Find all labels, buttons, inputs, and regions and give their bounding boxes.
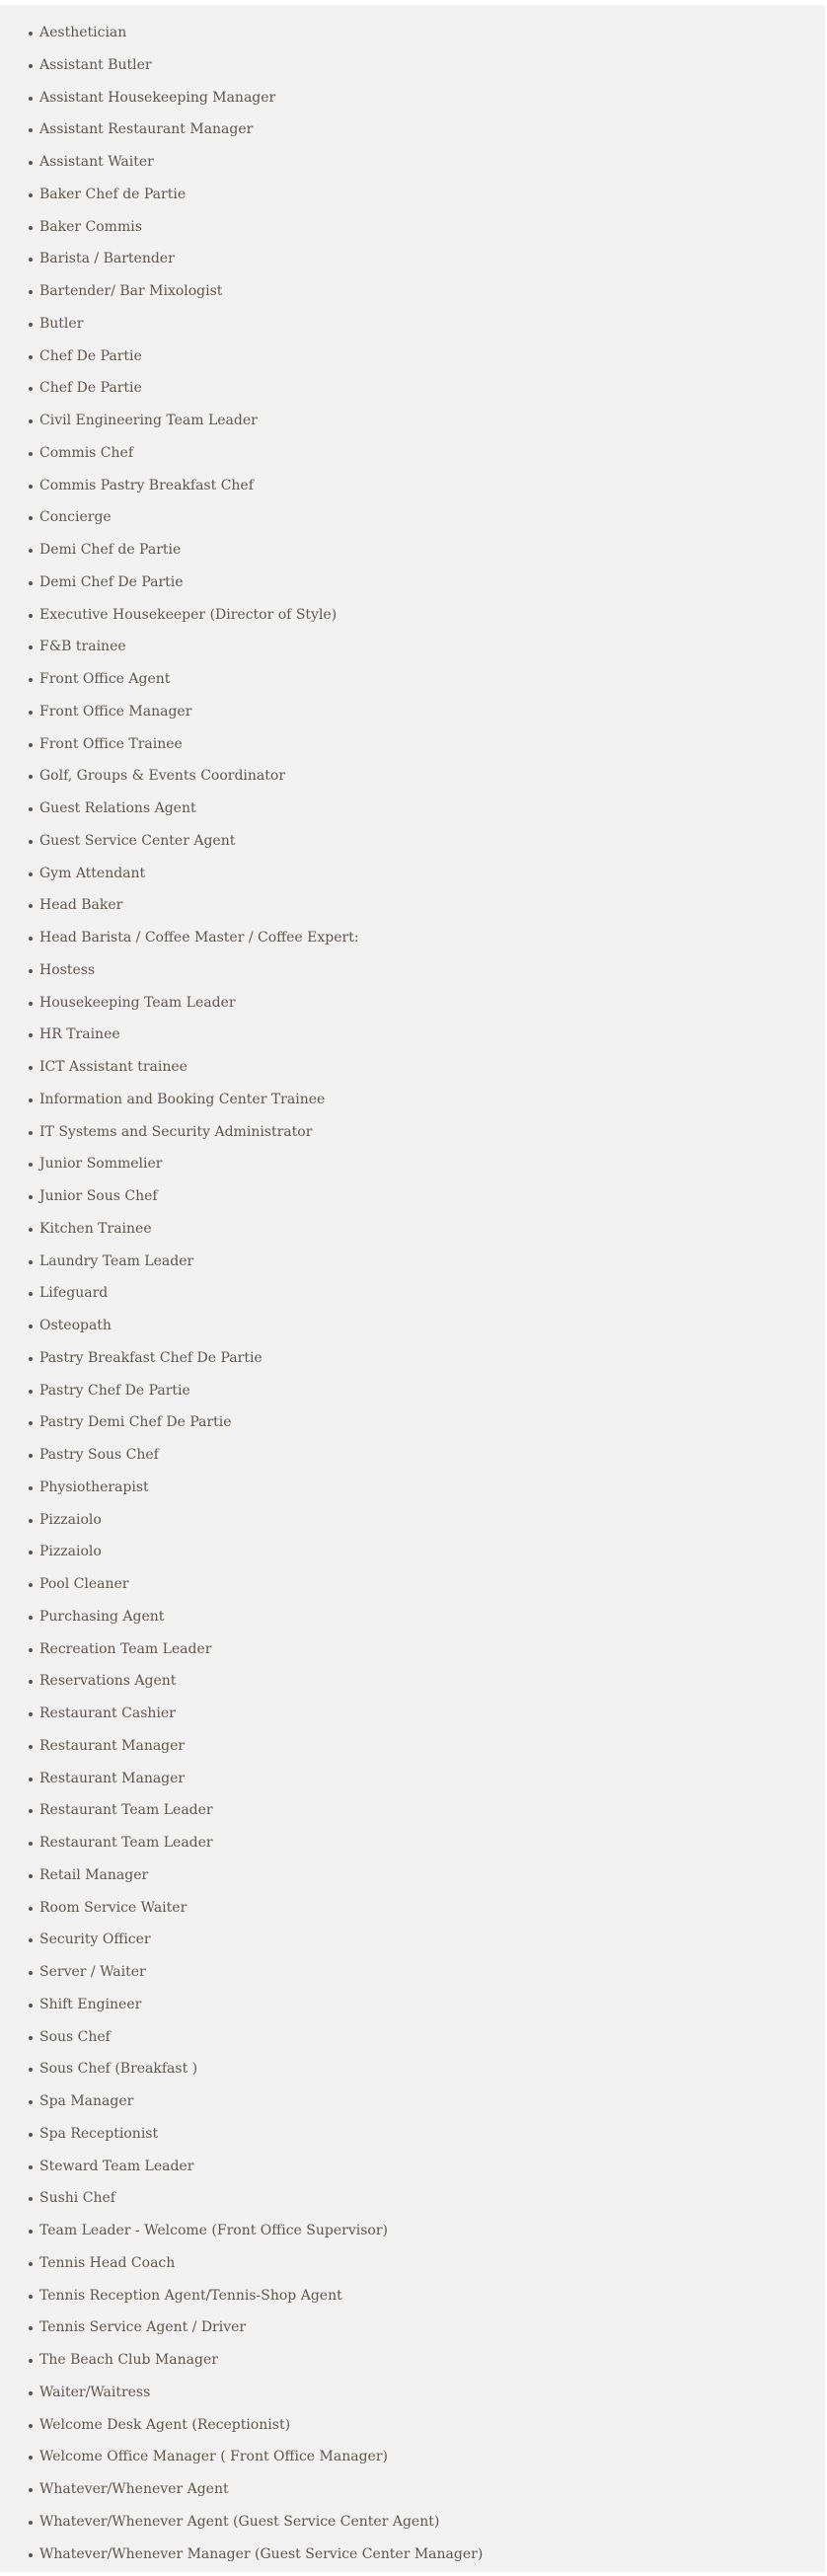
job-list-item[interactable]: [0, 1763, 825, 1795]
job-list-item[interactable]: [0, 1665, 825, 1698]
job-list-item[interactable]: [0, 1504, 825, 1537]
job-list-item[interactable]: [0, 922, 825, 954]
job-list-item[interactable]: [0, 1601, 825, 1633]
job-title[interactable]: Butler: [39, 315, 84, 332]
job-title[interactable]: Civil Engineering Team Leader: [39, 413, 258, 428]
bullet-icon: [29, 64, 33, 68]
bullet-icon: [29, 258, 33, 262]
job-title[interactable]: Guest Relations Agent: [39, 800, 196, 816]
bullet-icon: [29, 2230, 33, 2234]
bullet-icon: [29, 1421, 33, 1425]
bullet-icon: [29, 937, 33, 941]
bullet-icon: [29, 2521, 33, 2525]
job-list-item[interactable]: [0, 567, 825, 599]
job-title[interactable]: Junior Sommelier: [39, 1156, 163, 1173]
job-title[interactable]: Assistant Housekeeping Manager: [39, 89, 276, 106]
job-title[interactable]: Welcome Office Manager ( Front Office Manager): [39, 2449, 388, 2465]
bullet-icon: [29, 32, 33, 36]
job-title[interactable]: Restaurant Manager: [39, 1737, 186, 1754]
job-list-item[interactable]: [0, 2377, 825, 2409]
bullet-icon: [29, 614, 33, 618]
job-list-item[interactable]: [0, 1892, 825, 1925]
job-list-item[interactable]: [0, 2280, 825, 2312]
bullet-icon: [29, 355, 33, 359]
bullet-icon: [29, 1874, 33, 1878]
bullet-icon: [29, 1195, 33, 1199]
bullet-icon: [29, 1809, 33, 1813]
bullet-icon: [29, 581, 33, 585]
job-title[interactable]: Team Leader - Welcome (Front Office Supervisor): [39, 2223, 388, 2238]
job-list-item[interactable]: [0, 243, 825, 275]
job-title[interactable]: Sushi Chef: [39, 2190, 115, 2207]
job-title[interactable]: Aesthetician: [39, 25, 127, 40]
job-title[interactable]: Junior Sous Chef: [39, 1188, 158, 1204]
job-title[interactable]: Baker Chef de Partie: [39, 186, 187, 202]
bullet-icon: [29, 645, 33, 649]
job-list-item[interactable]: [0, 341, 825, 373]
job-list-item[interactable]: [0, 2311, 825, 2344]
job-title[interactable]: Pool Cleaner: [39, 1576, 129, 1592]
job-title[interactable]: Tennis Head Coach: [39, 2254, 176, 2271]
job-list-item[interactable]: [0, 114, 825, 146]
job-title[interactable]: Welcome Desk Agent (Receptionist): [39, 2416, 291, 2433]
job-list-item[interactable]: [0, 631, 825, 663]
job-list-item[interactable]: [0, 1439, 825, 1472]
bullet-icon: [29, 1745, 33, 1749]
job-list-item[interactable]: [0, 954, 825, 987]
job-list-item[interactable]: [0, 1375, 825, 1407]
job-list-item[interactable]: [0, 49, 825, 82]
job-title[interactable]: Whatever/Whenever Agent (Guest Service Center Agent): [39, 2513, 440, 2530]
bullet-icon: [29, 1066, 33, 1070]
job-title[interactable]: Restaurant Cashier: [39, 1705, 176, 1721]
bullet-icon: [29, 840, 33, 844]
job-list-item[interactable]: [0, 437, 825, 470]
bullet-icon: [29, 2295, 33, 2299]
job-list-item[interactable]: [0, 1406, 825, 1439]
job-list-item[interactable]: [0, 1148, 825, 1180]
bullet-icon: [29, 161, 33, 165]
job-list-item[interactable]: [0, 2506, 825, 2538]
job-title[interactable]: Guest Service Center Agent: [39, 832, 236, 849]
job-title[interactable]: Pizzaiolo: [39, 1511, 102, 1528]
job-list-item[interactable]: [0, 793, 825, 825]
bullet-icon: [29, 290, 33, 294]
job-title[interactable]: Executive Housekeeper (Director of Style): [39, 606, 338, 623]
job-list-item[interactable]: [0, 1536, 825, 1568]
job-title[interactable]: Head Baker: [39, 897, 123, 914]
job-title[interactable]: F&B trainee: [39, 639, 126, 655]
bullet-icon: [29, 1938, 33, 1942]
job-list-item[interactable]: [0, 82, 825, 114]
job-list-item[interactable]: [0, 372, 825, 405]
job-list-item[interactable]: [0, 2182, 825, 2215]
bullet-icon: [29, 2068, 33, 2072]
bullet-icon: [29, 1778, 33, 1781]
job-title[interactable]: Information and Booking Center Trainee: [39, 1091, 326, 1107]
job-list-item[interactable]: [0, 2151, 825, 2183]
bullet-icon: [29, 1519, 33, 1523]
job-list-item[interactable]: [0, 2085, 825, 2118]
job-title[interactable]: Tennis Service Agent / Driver: [39, 2319, 247, 2336]
job-title[interactable]: Pastry Sous Chef: [39, 1447, 159, 1463]
job-list-item[interactable]: [0, 1989, 825, 2021]
job-title[interactable]: Head Barista / Coffee Master / Coffee Expert:: [39, 930, 359, 946]
job-title[interactable]: Chef De Partie: [39, 380, 142, 397]
bullet-icon: [29, 193, 33, 197]
job-list-item[interactable]: [0, 1924, 825, 1956]
job-list-item[interactable]: [0, 1180, 825, 1213]
job-list-item[interactable]: [0, 1342, 825, 1375]
job-title[interactable]: Waiter/Waitress: [39, 2384, 151, 2400]
bullet-icon: [29, 969, 33, 973]
bullet-icon: [29, 128, 33, 132]
job-list-item[interactable]: [0, 1084, 825, 1116]
bullet-icon: [29, 1583, 33, 1587]
bullet-icon: [29, 1648, 33, 1652]
job-title[interactable]: Chef De Partie: [39, 347, 142, 364]
job-list-item[interactable]: [0, 1730, 825, 1763]
job-title[interactable]: Commis Chef: [39, 444, 133, 461]
job-title[interactable]: Assistant Waiter: [39, 154, 154, 170]
job-title[interactable]: Sous Chef (Breakfast ): [39, 2061, 198, 2078]
job-title[interactable]: Hostess: [39, 961, 96, 978]
job-title[interactable]: HR Trainee: [39, 1026, 120, 1043]
job-list-item[interactable]: [0, 1827, 825, 1859]
job-title[interactable]: Restaurant Team Leader: [39, 1802, 213, 1819]
job-list-item[interactable]: [0, 308, 825, 341]
job-list-item[interactable]: [0, 2118, 825, 2151]
job-list-item[interactable]: [0, 2215, 825, 2247]
job-title[interactable]: Shift Engineer: [39, 1996, 142, 2012]
bullet-icon: [29, 1454, 33, 1458]
job-list-item[interactable]: [0, 1698, 825, 1730]
job-list-item[interactable]: [0, 2409, 825, 2442]
job-title[interactable]: The Beach Club Manager: [39, 2352, 218, 2368]
job-list-item[interactable]: [0, 2538, 825, 2571]
job-list-item[interactable]: [0, 179, 825, 211]
job-title[interactable]: Recreation Team Leader: [39, 1640, 212, 1657]
job-title[interactable]: ICT Assistant trainee: [39, 1059, 188, 1075]
job-list-item[interactable]: [0, 1213, 825, 1246]
job-title[interactable]: Tennis Reception Agent/Tennis-Shop Agent: [39, 2287, 342, 2304]
job-title[interactable]: Pastry Breakfast Chef De Partie: [39, 1349, 263, 1366]
bullet-icon: [29, 1292, 33, 1296]
job-list-item[interactable]: [0, 501, 825, 534]
bullet-icon: [29, 97, 33, 101]
bullet-icon: [29, 419, 33, 423]
bullet-icon: [29, 2553, 33, 2557]
bullet-icon: [29, 452, 33, 456]
bullet-icon: [29, 2165, 33, 2169]
bullet-icon: [29, 1228, 33, 1232]
job-list-item[interactable]: [0, 1246, 825, 1278]
job-title[interactable]: Whatever/Whenever Agent: [39, 2481, 229, 2497]
job-title[interactable]: Room Service Waiter: [39, 1899, 188, 1916]
bullet-icon: [29, 1131, 33, 1135]
job-title[interactable]: Steward Team Leader: [39, 2158, 194, 2174]
job-title[interactable]: Housekeeping Team Leader: [39, 994, 236, 1011]
job-list-item[interactable]: [0, 663, 825, 696]
job-list-item[interactable]: [0, 1956, 825, 1989]
job-list-item[interactable]: [0, 17, 825, 49]
job-list-item[interactable]: [0, 1859, 825, 1892]
job-list-item[interactable]: [0, 275, 825, 308]
job-title[interactable]: Barista / Bartender: [39, 251, 175, 267]
job-title[interactable]: Reservations Agent: [39, 1673, 177, 1690]
bullet-icon: [29, 1163, 33, 1167]
job-title[interactable]: Front Office Manager: [39, 703, 192, 720]
job-title[interactable]: Retail Manager: [39, 1866, 149, 1883]
job-title[interactable]: Pastry Demi Chef De Partie: [39, 1414, 232, 1431]
bullet-icon: [29, 1907, 33, 1911]
job-title[interactable]: Assistant Butler: [39, 56, 152, 73]
bullet-icon: [29, 1033, 33, 1037]
bullet-icon: [29, 485, 33, 489]
job-title[interactable]: Lifeguard: [39, 1285, 109, 1302]
job-title[interactable]: Pastry Chef De Partie: [39, 1382, 190, 1399]
job-list-item[interactable]: [0, 405, 825, 437]
bullet-icon: [29, 807, 33, 811]
job-list-item[interactable]: [0, 1051, 825, 1084]
job-title[interactable]: Laundry Team Leader: [39, 1252, 194, 1269]
bullet-icon: [29, 2004, 33, 2008]
bullet-icon: [29, 1551, 33, 1554]
bullet-icon: [29, 2036, 33, 2040]
bullet-icon: [29, 2326, 33, 2330]
bullet-icon: [29, 1486, 33, 1490]
bullet-icon: [29, 516, 33, 520]
bullet-icon: [29, 1390, 33, 1394]
bullet-icon: [29, 1260, 33, 1264]
job-title[interactable]: Whatever/Whenever Manager (Guest Service Center Manager): [39, 2545, 484, 2562]
job-title[interactable]: Gym Attendant: [39, 865, 146, 881]
job-title[interactable]: Baker Commis: [39, 218, 142, 235]
job-list-item[interactable]: [0, 889, 825, 922]
job-list-item[interactable]: [0, 1310, 825, 1342]
bullet-icon: [29, 387, 33, 391]
job-list-item[interactable]: [0, 2344, 825, 2377]
bullet-icon: [29, 549, 33, 553]
bullet-icon: [29, 2133, 33, 2137]
job-list-item[interactable]: [0, 1568, 825, 1601]
bullet-icon: [29, 1099, 33, 1102]
job-list-item[interactable]: [0, 1019, 825, 1051]
job-title[interactable]: Spa Manager: [39, 2093, 134, 2109]
job-list-item[interactable]: [0, 728, 825, 761]
job-list-item[interactable]: [0, 2053, 825, 2085]
job-title[interactable]: Pizzaiolo: [39, 1544, 102, 1560]
bullet-icon: [29, 2424, 33, 2428]
bullet-icon: [29, 1616, 33, 1620]
job-title[interactable]: Front Office Trainee: [39, 735, 183, 752]
bullet-icon: [29, 872, 33, 876]
job-list-item[interactable]: [0, 1116, 825, 1149]
job-title[interactable]: Restaurant Manager: [39, 1770, 186, 1786]
bullet-icon: [29, 2262, 33, 2266]
bullet-icon: [29, 743, 33, 747]
job-title[interactable]: Server / Waiter: [39, 1964, 146, 1980]
job-title[interactable]: IT Systems and Security Administrator: [39, 1123, 313, 1140]
job-list-item[interactable]: [0, 599, 825, 632]
bullet-icon: [29, 1842, 33, 1846]
job-listings-panel: [0, 5, 825, 2572]
job-title[interactable]: Physiotherapist: [39, 1478, 149, 1495]
bullet-icon: [29, 1971, 33, 1975]
bullet-icon: [29, 2391, 33, 2395]
job-list-item[interactable]: [0, 2247, 825, 2280]
bullet-icon: [29, 226, 33, 230]
job-title[interactable]: Osteopath: [39, 1318, 112, 1333]
bullet-icon: [29, 2197, 33, 2201]
bullet-icon: [29, 2488, 33, 2492]
bullet-icon: [29, 678, 33, 682]
job-title[interactable]: Security Officer: [39, 1932, 151, 1948]
job-title[interactable]: Kitchen Trainee: [39, 1220, 152, 1237]
job-list-item[interactable]: [0, 1472, 825, 1504]
job-list-item[interactable]: [0, 825, 825, 858]
job-list-item[interactable]: [0, 1277, 825, 1310]
job-list-item[interactable]: [0, 1633, 825, 1666]
job-title[interactable]: Golf, Groups & Events Coordinator: [39, 768, 286, 785]
job-title[interactable]: Purchasing Agent: [39, 1608, 165, 1625]
job-list-item[interactable]: [0, 2473, 825, 2506]
bullet-icon: [29, 1325, 33, 1328]
bullet-icon: [29, 1712, 33, 1716]
bullet-icon: [29, 2456, 33, 2460]
job-title[interactable]: Demi Chef de Partie: [39, 542, 182, 558]
job-list: [0, 5, 825, 2570]
job-list-item[interactable]: [0, 534, 825, 567]
bullet-icon: [29, 323, 33, 327]
job-title[interactable]: Demi Chef De Partie: [39, 573, 184, 590]
bullet-icon: [29, 711, 33, 715]
job-list-item[interactable]: [0, 760, 825, 793]
job-title[interactable]: Assistant Restaurant Manager: [39, 121, 254, 138]
job-title[interactable]: Concierge: [39, 509, 112, 526]
job-title[interactable]: Commis Pastry Breakfast Chef: [39, 477, 254, 493]
job-title[interactable]: Sous Chef: [39, 2028, 111, 2045]
bullet-icon: [29, 1680, 33, 1684]
job-title[interactable]: Front Office Agent: [39, 671, 171, 687]
job-title[interactable]: Bartender/ Bar Mixologist: [39, 283, 223, 299]
job-list-item[interactable]: [0, 987, 825, 1020]
job-title[interactable]: Restaurant Team Leader: [39, 1835, 213, 1851]
bullet-icon: [29, 904, 33, 908]
job-title[interactable]: Spa Receptionist: [39, 2125, 159, 2142]
job-list-item[interactable]: [0, 1794, 825, 1827]
job-list-item[interactable]: [0, 2441, 825, 2473]
job-list-item[interactable]: [0, 211, 825, 244]
job-list-item[interactable]: [0, 858, 825, 890]
bullet-icon: [29, 1002, 33, 1006]
bullet-icon: [29, 1357, 33, 1361]
job-list-item[interactable]: [0, 696, 825, 728]
job-list-item[interactable]: [0, 2021, 825, 2054]
job-list-item[interactable]: [0, 470, 825, 502]
bullet-icon: [29, 2100, 33, 2104]
bullet-icon: [29, 2359, 33, 2363]
bullet-icon: [29, 775, 33, 779]
job-list-item[interactable]: [0, 146, 825, 179]
